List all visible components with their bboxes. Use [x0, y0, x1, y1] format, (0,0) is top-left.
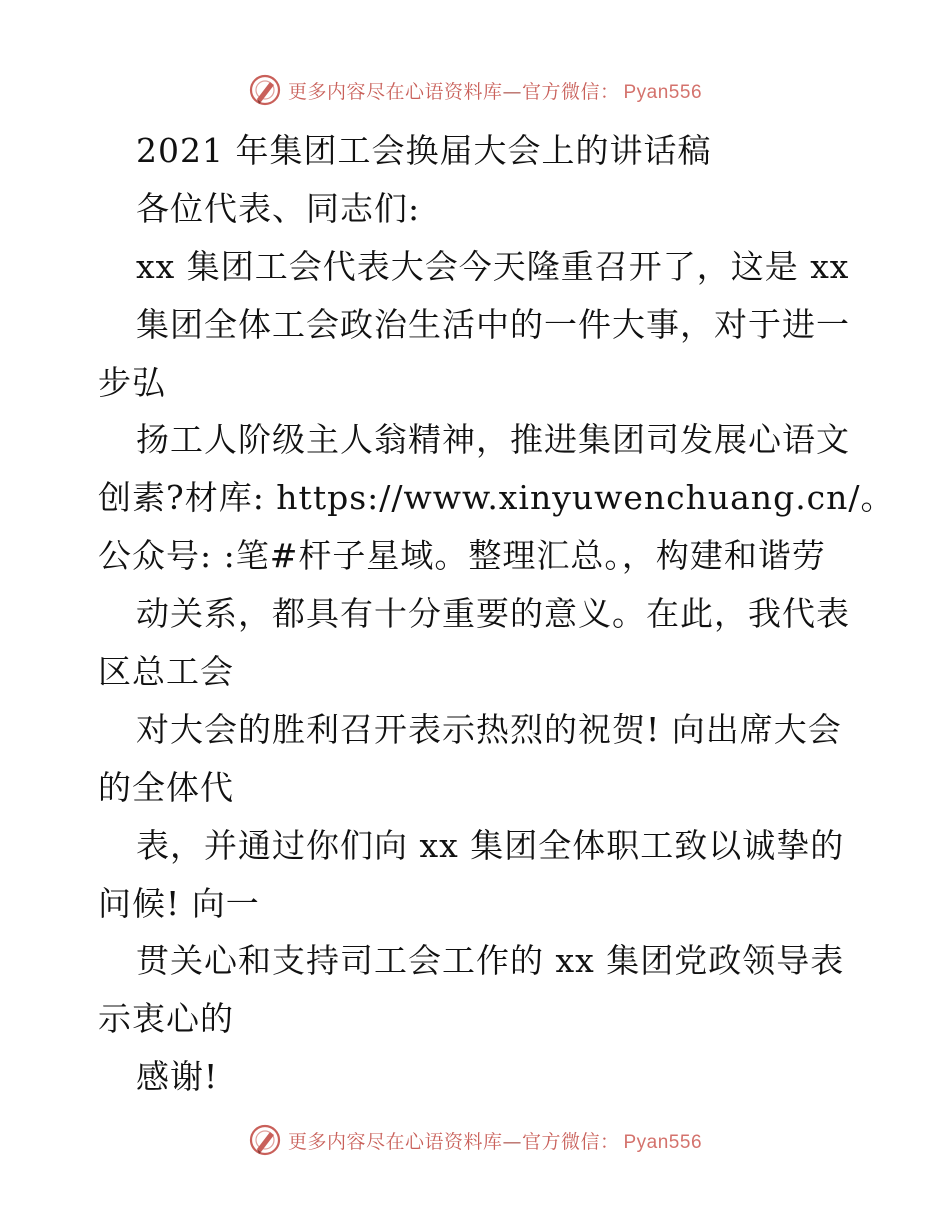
watermark-handle: Pyan556	[623, 1131, 703, 1153]
paragraph-line: 问候! 向一	[98, 883, 260, 923]
paragraph-line: 感谢!	[136, 1057, 219, 1097]
salutation: 各位代表、同志们:	[136, 188, 421, 228]
watermark-text	[288, 77, 702, 104]
watermark-handle: Pyan556	[623, 81, 703, 103]
paragraph-line: 动关系，都具有十分重要的意义。在此，我代表	[136, 594, 850, 634]
paragraph-line: 表，并通过你们向 xx 集团全体职工致以诚挚的	[136, 825, 845, 865]
paragraph-line: 步弘	[98, 362, 166, 402]
paragraph-line: 扬工人阶级主人翁精神，推进集团司发展心语文	[136, 420, 850, 460]
watermark-separator: —	[502, 80, 522, 103]
pen-in-circle-logo-icon	[248, 1123, 282, 1157]
footer-watermark	[0, 1120, 950, 1160]
paragraph-line: 的全体代	[98, 767, 234, 807]
paragraph-line: 区总工会	[98, 652, 234, 692]
paragraph-line: xx 集团工会代表大会今天隆重召开了，这是 xx	[136, 246, 850, 286]
paragraph-line: 贯关心和支持司工会工作的 xx 集团党政领导表	[136, 941, 845, 981]
paragraph-line: 创素?材库: https://www.xinyuwenchuang.cn/。	[98, 478, 895, 518]
watermark-text	[288, 1127, 702, 1154]
watermark-separator: —	[502, 1130, 522, 1153]
document-body	[98, 122, 895, 1106]
watermark-label: 官方微信：	[521, 1130, 620, 1153]
watermark-slogan: 更多内容尽在心语资料库	[287, 1130, 503, 1153]
paragraph-line: 公众号: :笔#杆子星域。整理汇总。，构建和谐劳	[98, 536, 826, 576]
watermark-slogan: 更多内容尽在心语资料库	[287, 80, 503, 103]
pen-in-circle-logo-icon	[248, 73, 282, 107]
paragraph-line: 集团全体工会政治生活中的一件大事，对于进一	[136, 304, 850, 344]
header-watermark	[0, 70, 950, 110]
watermark-label: 官方微信：	[521, 80, 620, 103]
document-title: 2021 年集团工会换届大会上的讲话稿	[136, 131, 712, 170]
paragraph-line: 对大会的胜利召开表示热烈的祝贺! 向出席大会	[136, 709, 842, 749]
paragraph-line: 示衷心的	[98, 999, 234, 1039]
